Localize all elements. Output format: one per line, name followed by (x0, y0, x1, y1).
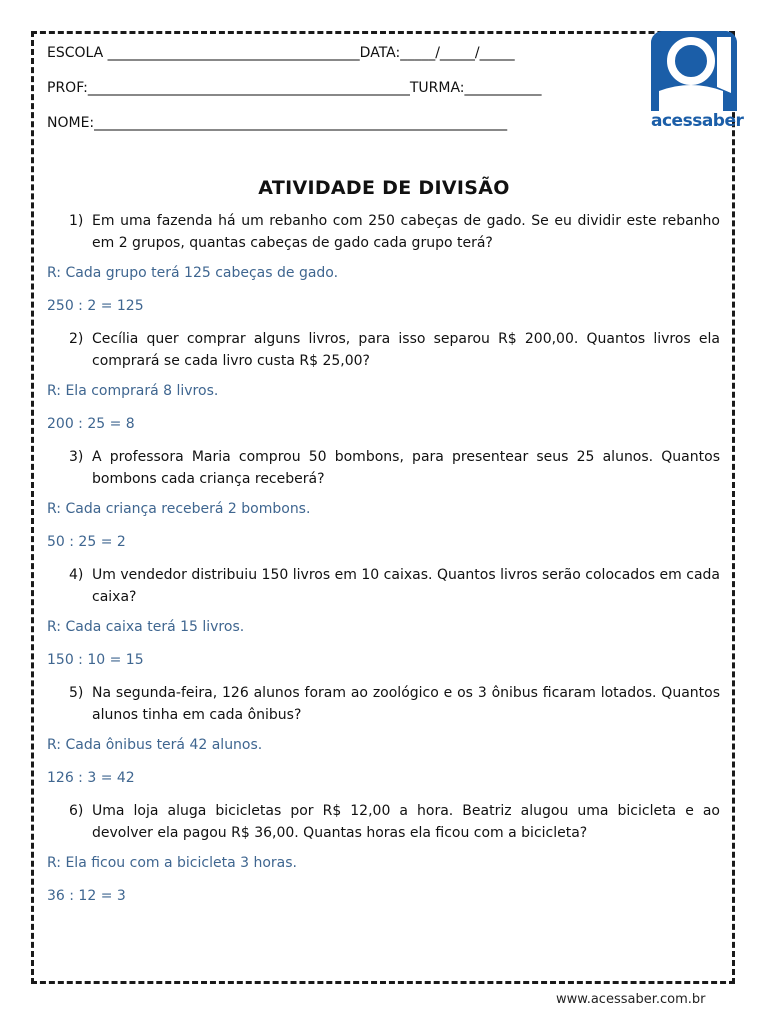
question-number: 3) (69, 449, 84, 465)
answer-3: R: Cada criança receberá 2 bombons. (47, 501, 311, 517)
answer-2: R: Ela comprará 8 livros. (47, 383, 219, 399)
question-6 (69, 800, 720, 844)
acessaber-logo (651, 31, 744, 131)
footer-url: www.acessaber.com.br (556, 992, 706, 1007)
question-number: 6) (69, 803, 84, 819)
question-number: 1) (69, 213, 84, 229)
logo-icon (651, 31, 737, 111)
question-3 (69, 446, 720, 490)
prof-turma-line: PROF:______________________________________________TURMA:___________ (47, 80, 542, 96)
calc-6: 36 : 12 = 3 (47, 888, 126, 904)
calc-1: 250 : 2 = 125 (47, 298, 144, 314)
question-2 (69, 328, 720, 372)
question-number: 4) (69, 567, 84, 583)
calc-2: 200 : 25 = 8 (47, 416, 135, 432)
question-4 (69, 564, 720, 608)
logo-text: acessaber (651, 111, 744, 131)
question-1 (69, 210, 720, 254)
question-text: Cecília quer comprar alguns livros, para isso separou R$ 200,00. Quantos livros ela comprará se cada livro custa R$ 25,00? (92, 331, 720, 369)
question-text: Um vendedor distribuiu 150 livros em 10 caixas. Quantos livros serão colocados em cada caixa? (92, 567, 720, 605)
question-text: Na segunda-feira, 126 alunos foram ao zoológico e os 3 ônibus ficaram lotados. Quantos alunos tinha em cada ônibus? (92, 685, 720, 723)
page-title: ATIVIDADE DE DIVISÃO (258, 177, 510, 199)
calc-3: 50 : 25 = 2 (47, 534, 126, 550)
nome-line: NOME:___________________________________________________________ (47, 115, 508, 131)
escola-data-line: ESCOLA ____________________________________DATA:_____/_____/_____ (47, 45, 515, 61)
question-number: 2) (69, 331, 84, 347)
calc-4: 150 : 10 = 15 (47, 652, 144, 668)
question-text: Em uma fazenda há um rebanho com 250 cabeças de gado. Se eu dividir este rebanho em 2 grupos, quantas cabeças de gado cada grupo terá? (92, 213, 720, 251)
question-text: A professora Maria comprou 50 bombons, para presentear seus 25 alunos. Quantos bombons cada criança receberá? (92, 449, 720, 487)
question-number: 5) (69, 685, 84, 701)
answer-6: R: Ela ficou com a bicicleta 3 horas. (47, 855, 297, 871)
answer-4: R: Cada caixa terá 15 livros. (47, 619, 245, 635)
calc-5: 126 : 3 = 42 (47, 770, 135, 786)
answer-5: R: Cada ônibus terá 42 alunos. (47, 737, 263, 753)
question-5 (69, 682, 720, 726)
answer-1: R: Cada grupo terá 125 cabeças de gado. (47, 265, 339, 281)
question-text: Uma loja aluga bicicletas por R$ 12,00 a hora. Beatriz alugou uma bicicleta e ao devolver ela pagou R$ 36,00. Quantas horas ela ficou com a bicicleta? (92, 803, 720, 841)
